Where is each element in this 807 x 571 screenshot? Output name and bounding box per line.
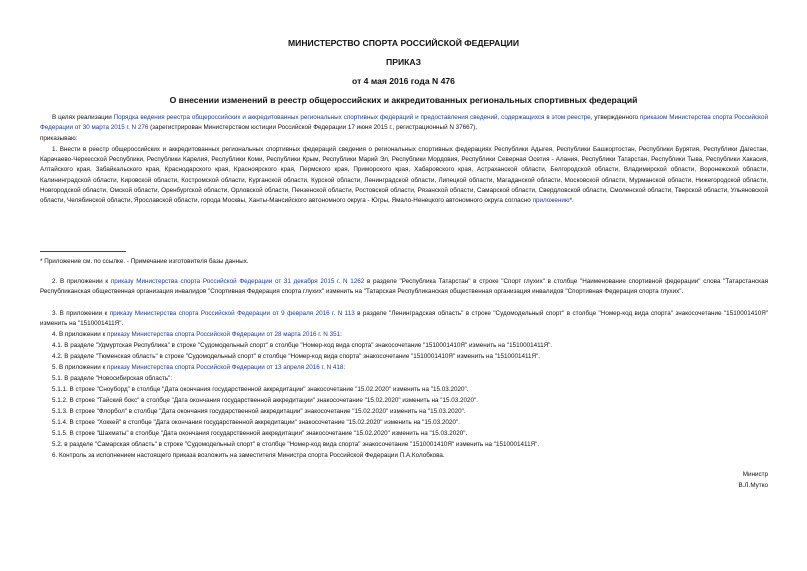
- item-5-1-5: 5.1.5. В строке "Шахматы" в столбце "Дата окончания государственной аккредитации" знакосочетание "15.02.2020" изменить на "15.03.2020".: [52, 430, 468, 437]
- registry-order-link[interactable]: Порядка ведения реестра общероссийских и аккредитованных региональных спортивных федераций и предоставления сведений, содержащихся в этом реестре: [113, 114, 591, 121]
- order-276-link[interactable]: приказом Министерства спорта Российской Федерации от 30 марта 2015 г. N 276: [40, 114, 769, 132]
- order-113-link[interactable]: приказу Министерства спорта Российской Федерации от 9 февраля 2016 г. N 113: [109, 310, 355, 317]
- item-4-text-2: :: [340, 331, 342, 338]
- item-3-text-1: 3. В приложении к: [52, 310, 110, 317]
- item-5-line: [40, 363, 345, 373]
- appendix-link[interactable]: приложению: [532, 197, 570, 205]
- item-5-text-1: 5. В приложении к: [52, 364, 108, 371]
- item-5-1-2: 5.1.2. В строке "Тайский бокс" в столбце "Дата окончания государственной аккредитации" знакосочетание "15.02.2020" изменить на "15.03.2020".: [52, 397, 479, 404]
- intro-text-1: В целях реализации: [52, 114, 114, 121]
- intro-text-2: , утвержденного: [590, 114, 640, 121]
- item-5-1-4: 5.1.4. В строке "Хоккей" в столбце "Дата окончания государственной аккредитации" знакосочетание "15.02.2020" изменить на "15.03.2020".: [52, 419, 460, 426]
- intro-paragraph: [40, 113, 768, 133]
- item-1-paragraph: [40, 145, 768, 206]
- ministry-heading: МИНИСТЕРСТВО СПОРТА РОССИЙСКОЙ ФЕДЕРАЦИИ: [287, 38, 519, 48]
- item-5-1: 5.1. В разделе "Новосибирская область":: [52, 375, 173, 382]
- doc-type-heading: ПРИКАЗ: [386, 57, 421, 67]
- item-5-1-3: 5.1.3. В строке "Флорбол" в столбце "Дата окончания государственной аккредитации" знакосочетание "15.02.2020" изменить на "15.03.2020".: [52, 408, 466, 415]
- item-5-1-1: 5.1.1. В строке "Сноуборд" в столбце "Дата окончания государственной аккредитации" знакосочетание "15.02.2020" изменить на "15.03.2020".: [52, 386, 469, 393]
- item-4-text-1: 4. В приложении к: [52, 331, 108, 338]
- doc-date-number: от 4 мая 2016 года N 476: [352, 76, 455, 86]
- order-351-link[interactable]: приказу Министерства спорта Российской Федерации от 28 марта 2016 г. N 351: [107, 331, 341, 338]
- item-1-text: 1. Внести в реестр общероссийских и аккредитованных региональных спортивных федераций сведения о региональных спортивных федерациях Республики Адыгея, Республики Башкортостан, Республики Бурятия, Республики Дагестан, Карачаево-Черкесской Республики, Республики Карелия, Республики Коми, Республики Крым, Республики Марий Эл, Республики Мордовия, Республики Северная Осетия - Алания, Республики Татарстан, Республики Тыва, Республики Хакасия, Алтайского края, Забайкальского края, Краснодарского края, Красноярского края, Пермского края, Приморского края, Хабаровского края, Астраханской области, Белгородской области, Владимирской области, Воронежской области, Калининградской области, Кировской области, Костромской области, Курганской области, Курской области, Ленинградской области, Липецкой области, Магаданской области, Московской области, Мурманской области, Нижегородской области, Новгородской области, Омской области, Оренбургской области, Орловской области, Пензенской области, Ростовской области, Рязанской области, Самарской области, Свердловской области, Смоленской области, Тверской области, Ульяновской области, Челябинской области, Ярославской области, города Москвы, Ханты-Мансийского автономного округа - Югры, Ямало-Ненецкого автономного округа согласно: [40, 146, 768, 205]
- order-1262-link[interactable]: приказу Министерства спорта Российской Федерации от 31 декабря 2015 г. N 1262: [110, 278, 365, 285]
- item-6: 6. Контроль за исполнением настоящего приказа возложить на заместителя Министра спорта Российской Федерации П.А.Колобкова.: [52, 452, 445, 459]
- doc-title: О внесении изменений в реестр общероссийских и аккредитованных региональных спортивных федераций: [169, 95, 638, 105]
- intro-order-word: приказываю:: [40, 135, 78, 142]
- item-5-2: 5.2. в разделе "Самарская область" в строке "Судомодельный спорт" в столбце "Номер-код вида спорта" знакосочетание "1510001410Я" изменить на "1510001411Я".: [52, 441, 540, 448]
- item-1-suffix: *.: [569, 197, 574, 205]
- item-2-text-1: 2. В приложении к: [52, 278, 111, 285]
- order-418-link[interactable]: приказу Министерства спорта Российской Федерации от 13 апреля 2016 г. N 418: [107, 364, 344, 371]
- item-2-paragraph: [40, 277, 768, 297]
- item-3-text-2: в разделе "Ленинградская область" в строке "Судомодельный спорт" в столбце "Номер-код вида спорта" знакосочетание "1510001410Я" изменить на "1510001411Я".: [40, 310, 768, 328]
- item-3-paragraph: [40, 309, 768, 329]
- item-4-line: [40, 330, 342, 340]
- item-4-2: 4.2. В разделе "Тюменская область" в строке "Судомодельный спорт" в столбце "Номер-код вида спорта" знакосочетание "1510001410Я" изменить на "1510001411Я".: [52, 353, 541, 360]
- footnote: * Приложение см. по ссылке. - Примечание изготовителя базы данных.: [40, 258, 249, 265]
- signature-name: В.Л.Мутко: [738, 482, 768, 489]
- signature-position: Министр: [742, 471, 768, 478]
- item-5-text-2: :: [343, 364, 346, 371]
- intro-text-3: (зарегистрирован Министерством юстиции Российской Федерации 17 июня 2015 г., регистрационный N 37667),: [148, 124, 477, 132]
- item-2-text-2: в разделе "Республика Татарстан" в строке "Спорт глухих" в столбце "Наименование спортивной федерации" слова "Татарстанская Республиканская общественная организация инвалидов "Спортивная Федерация спорта глухих" изменить на "Татарская Республиканская общественная организация инвалидов "Спортивная Федерация спорта глухих".: [40, 278, 768, 296]
- item-4-1: 4.1. В разделе "Удмуртская Республика" в строке "Судомодельный спорт" в столбце "Номер-код вида спорта" знакосочетание "1510001410Я" изменить на "1510001411Я".: [52, 342, 553, 349]
- footnote-divider: [40, 251, 126, 252]
